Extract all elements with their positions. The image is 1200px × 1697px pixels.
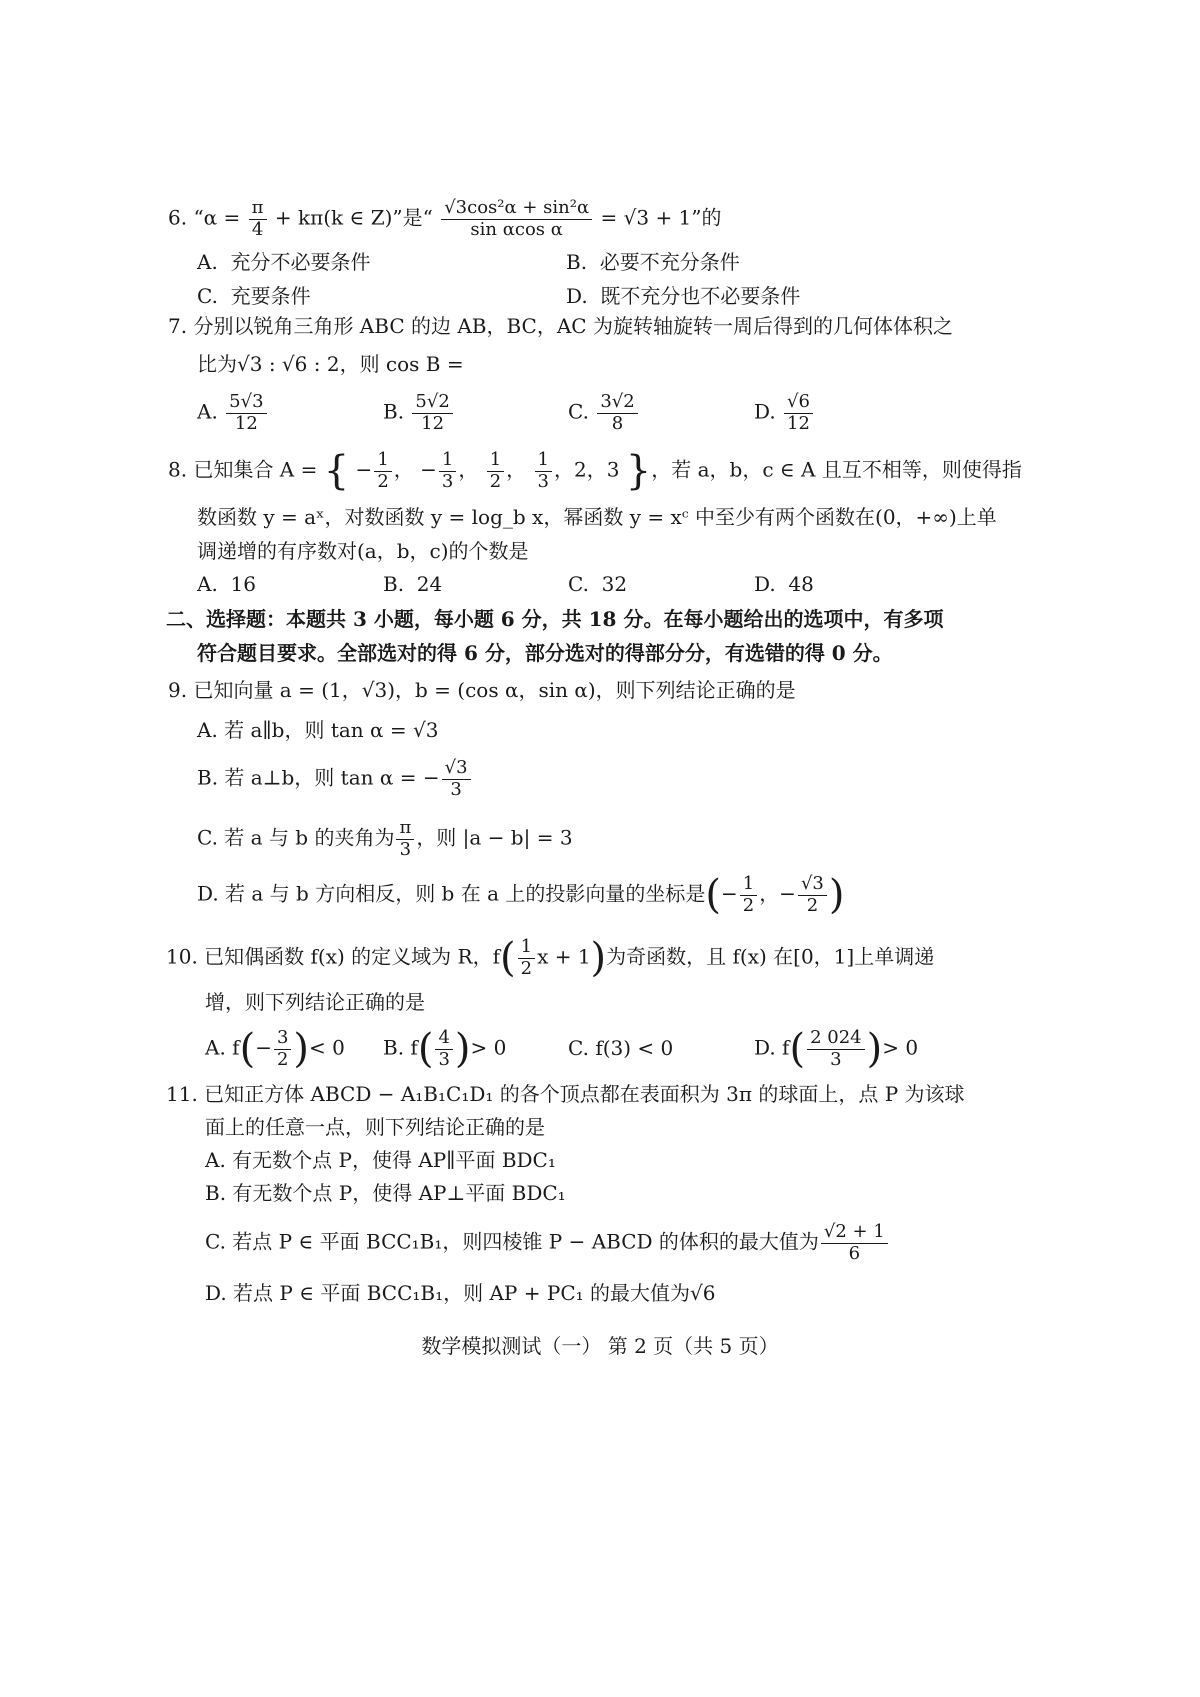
q10-stem-line2: 增，则下列结论正确的是	[205, 990, 425, 1014]
q8-option-c: C. 32	[568, 572, 628, 596]
q8-stem-line1: 8. 已知集合 A = { − $\frac{1}{2}$ ， − $\frac{1}{3}$ ， $\frac{1}{2}$ ， $\frac{1}{3}$ ，2，3 }，若 a，b，c ∈ A 且互不相等，则使得指	[168, 448, 1022, 495]
q6-lead: “α =	[193, 205, 241, 230]
q9-option-d: D. 若 a 与 b 方向相反，则 b 在 a 上的投影向量的坐标是(− $\frac{1}{2}$ ，− $\frac{√3}{2}$ )	[197, 872, 845, 919]
set-brace-close: }	[625, 448, 652, 495]
q10-option-a: A. f(− $\frac{3}{2}$ )< 0	[205, 1026, 345, 1073]
q11-option-d: D. 若点 P ∈ 平面 BCC₁B₁，则 AP + PC₁ 的最大值为√6	[205, 1281, 716, 1305]
q10-option-c: C. f(3) < 0	[568, 1036, 674, 1060]
q6-mid: + kπ(k ∈ Z)”是“	[274, 205, 433, 230]
q11-option-a: A. 有无数个点 P，使得 AP∥平面 BDC₁	[205, 1148, 556, 1172]
q6-fraction-pi-4: $\frac{\pi}{4}$	[249, 198, 267, 240]
q6-option-d: D. 既不充分也不必要条件	[566, 284, 801, 308]
q11-stem-line1: 11. 已知正方体 ABCD − A₁B₁C₁D₁ 的各个顶点都在表面积为 3π 的球面上，点 P 为该球	[166, 1082, 965, 1106]
q6-fraction-trig: $\frac{\text{√3cos²α + sin²α}}{\text{sin αcos α}}$	[441, 198, 592, 240]
q7-stem-line1: 7. 分别以锐角三角形 ABC 的边 AB，BC，AC 为旋转轴旋转一周后得到的几何体体积之	[168, 314, 953, 338]
q11-option-c: C. 若点 P ∈ 平面 BCC₁B₁，则四棱锥 P − ABCD 的体积的最大值为 $\frac{√2 + 1}{6}$	[205, 1222, 890, 1264]
section-2-heading: 二、选择题：本题共 3 小题，每小题 6 分，共 18 分。在每小题给出的选项中，有多项	[166, 607, 944, 631]
q9-stem: 9. 已知向量 a = (1，√3)，b = (cos α，sin α)，则下列结论正确的是	[168, 678, 796, 702]
q6-option-c: C. 充要条件	[197, 284, 311, 308]
q10-option-b: B. f( $\frac{4}{3}$ )> 0	[383, 1026, 507, 1073]
q9-option-a: A. 若 a∥b，则 tan α = √3	[197, 718, 439, 742]
q7-option-a: A. $\frac{5√3}{12}$	[197, 392, 269, 434]
q6-number: 6.	[168, 205, 188, 230]
q8-stem-line3: 调递增的有序数对(a，b，c)的个数是	[197, 539, 529, 563]
q8-stem-line2: 数函数 y = aˣ，对数函数 y = log_b x，幂函数 y = xᶜ 中至少有两个函数在(0，+∞)上单	[197, 505, 997, 529]
page-footer: 数学模拟测试（一） 第 2 页（共 5 页）	[421, 1334, 779, 1358]
q6-stem	[168, 198, 722, 240]
q7-option-c: C. $\frac{3√2}{8}$	[568, 392, 640, 434]
q7-option-b: B. $\frac{5√2}{12}$	[383, 392, 455, 434]
q10-stem-line1: 10. 已知偶函数 f(x) 的定义域为 R，f( $\frac{1}{2}$ x + 1)为奇函数，且 f(x) 在[0，1]上单调递	[166, 935, 935, 982]
q10-option-d: D. f( $\frac{2 024}{3}$ )> 0	[754, 1026, 919, 1073]
q9-option-c: C. 若 a 与 b 的夹角为 $\frac{\pi}{3}$ ，则 |a − b| = 3	[197, 817, 573, 860]
set-brace-open: {	[323, 448, 350, 495]
section-2-instructions: 符合题目要求。全部选对的得 6 分，部分选对的得部分分，有选错的得 0 分。	[197, 641, 893, 665]
q8-option-b: B. 24	[383, 572, 443, 596]
q6-option-b: B. 必要不充分条件	[566, 250, 740, 274]
q8-option-d: D. 48	[754, 572, 814, 596]
q6-tail: = √3 + 1”的	[600, 205, 722, 230]
q8-option-a: A. 16	[197, 572, 256, 596]
q6-option-a: A. 充分不必要条件	[197, 250, 371, 274]
q7-stem-line2: 比为√3 : √6 : 2，则 cos B =	[197, 352, 464, 376]
q9-option-b: B. 若 a⊥b，则 tan α = − $\frac{√3}{3}$	[197, 758, 473, 800]
q11-stem-line2: 面上的任意一点，则下列结论正确的是	[205, 1115, 545, 1139]
q7-option-d: D. $\frac{√6}{12}$	[754, 392, 815, 434]
q11-option-b: B. 有无数个点 P，使得 AP⊥平面 BDC₁	[205, 1181, 566, 1205]
